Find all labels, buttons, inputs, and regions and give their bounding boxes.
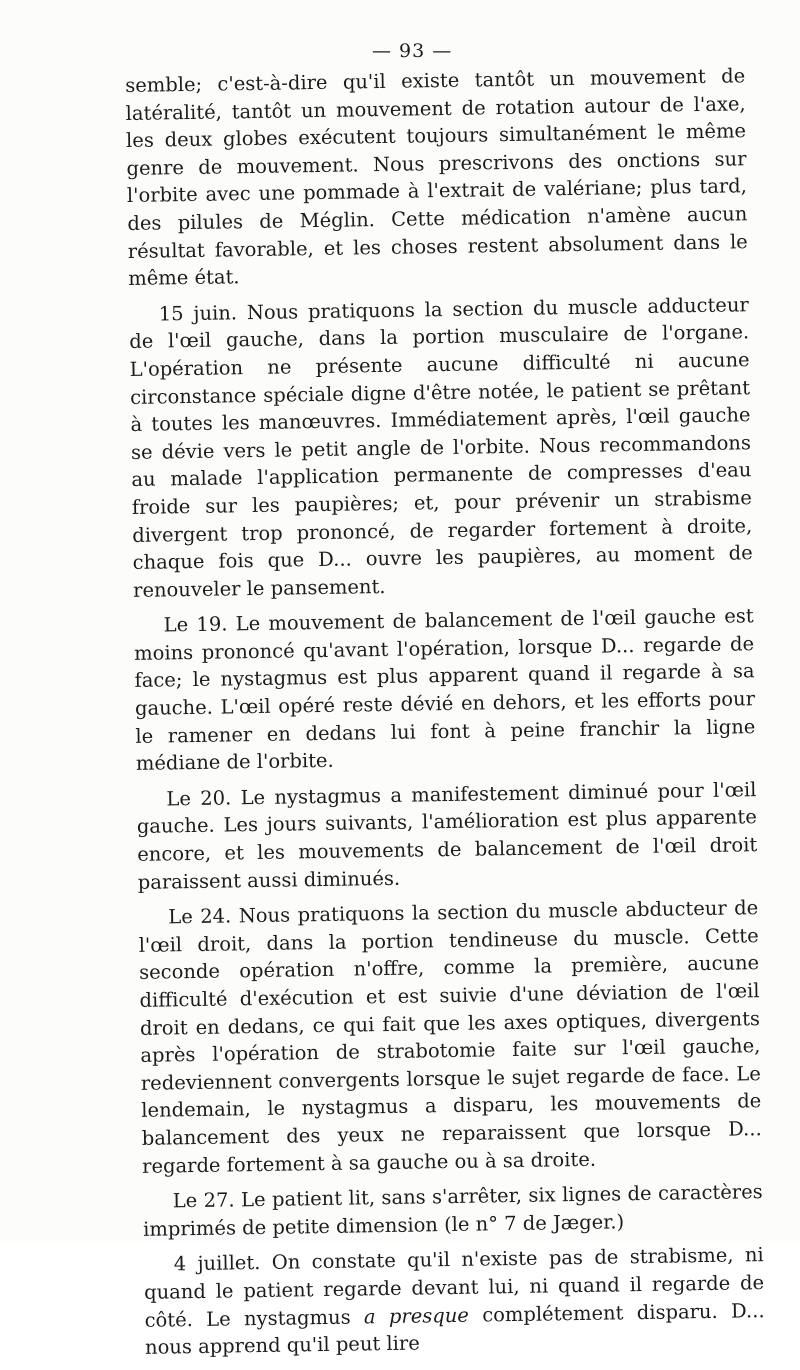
body-text (125, 62, 765, 1369)
paragraph-2: 15 juin. Nous pratiquons la section du muscle adducteur de l'œil gauche, dans la portion musculaire de l'organe. L'opération ne présente aucune difficulté ni aucune circonstance spéciale digne d'être notée, le patient se prêtant à toutes les manœuvres. Immédiatement après, l'œil gauche se dévie vers le petit angle de l'orbite. Nous recommandons au malade l'application permanente de compresses d'eau froide sur les paupières; et, pour prévenir un strabisme divergent trop prononcé, de regarder fortement à droite, chaque fois que D... ouvre les paupières, au moment de renouveler le pansement. (129, 292, 753, 602)
paragraph-4: Le 20. Le nystagmus a manifestement diminué pour l'œil gauche. Les jours suivants, l'amélioration est plus apparente encore, et les mouvements de balancement de l'œil droit paraissent aussi diminués. (136, 778, 758, 894)
paragraph-3: Le 19. Le mouvement de balancement de l'œil gauche est moins prononcé qu'avant l'opération, lorsque D... regarde de face; le nystagmus est plus apparent quand il regarde à sa gauche. L'œil opéré reste dévié en dehors, et les efforts pour le ramener en dedans lui font à peine franchir la ligne médiane de l'orbite. (133, 604, 756, 776)
paragraph-5: Le 24. Nous pratiquons la section du muscle abducteur de l'œil droit, dans la portion tendineuse du muscle. Cette seconde opération n'offre, comme la première, aucune difficulté d'exécution et est suivie d'une déviation de l'œil droit en dedans, ce qui fait que les axes optiques, divergents après l'opération de strabotomie faite sur l'œil gauche, redeviennent convergents lorsque le sujet regarde de face. Le lendemain, le nystagmus a disparu, les mouvements de balancement des yeux ne reparaissent que lorsque D... regarde fortement à sa gauche ou à sa droite. (138, 896, 762, 1178)
paragraph-1: semble; c'est-à-dire qu'il existe tantôt un mouvement de latéralité, tantôt un mouvement de rotation autour de l'axe, les deux globes exécutent toujours simultanément le même genre de mouvement. Nous prescrivons des onctions sur l'orbite avec une pommade à l'extrait de valériane; plus tard, des pilules de Méglin. Cette médication n'amène aucun résultat favorable, et les choses restent absolument dans le même état. (125, 64, 748, 291)
paragraph-6: Le 27. Le patient lit, sans s'arrêter, six lignes de caractères imprimés de petite dimension (le n° 7 de Jæger.) (142, 1180, 763, 1241)
page-number: — 93 — (372, 40, 453, 62)
paragraph-7-italic: a presque (363, 1303, 470, 1328)
paragraph-7 (144, 1241, 766, 1361)
paragraph-7-start: 4 juillet. On constate qu'il n'existe pas de strabisme, ni quand le patient regarde devant lui, ni quand il regarde de côté. Le nystagmus (143, 1243, 765, 1332)
paragraph-7-end: complétement disparu. D... nous apprend qu'il peut lire (144, 1298, 765, 1359)
